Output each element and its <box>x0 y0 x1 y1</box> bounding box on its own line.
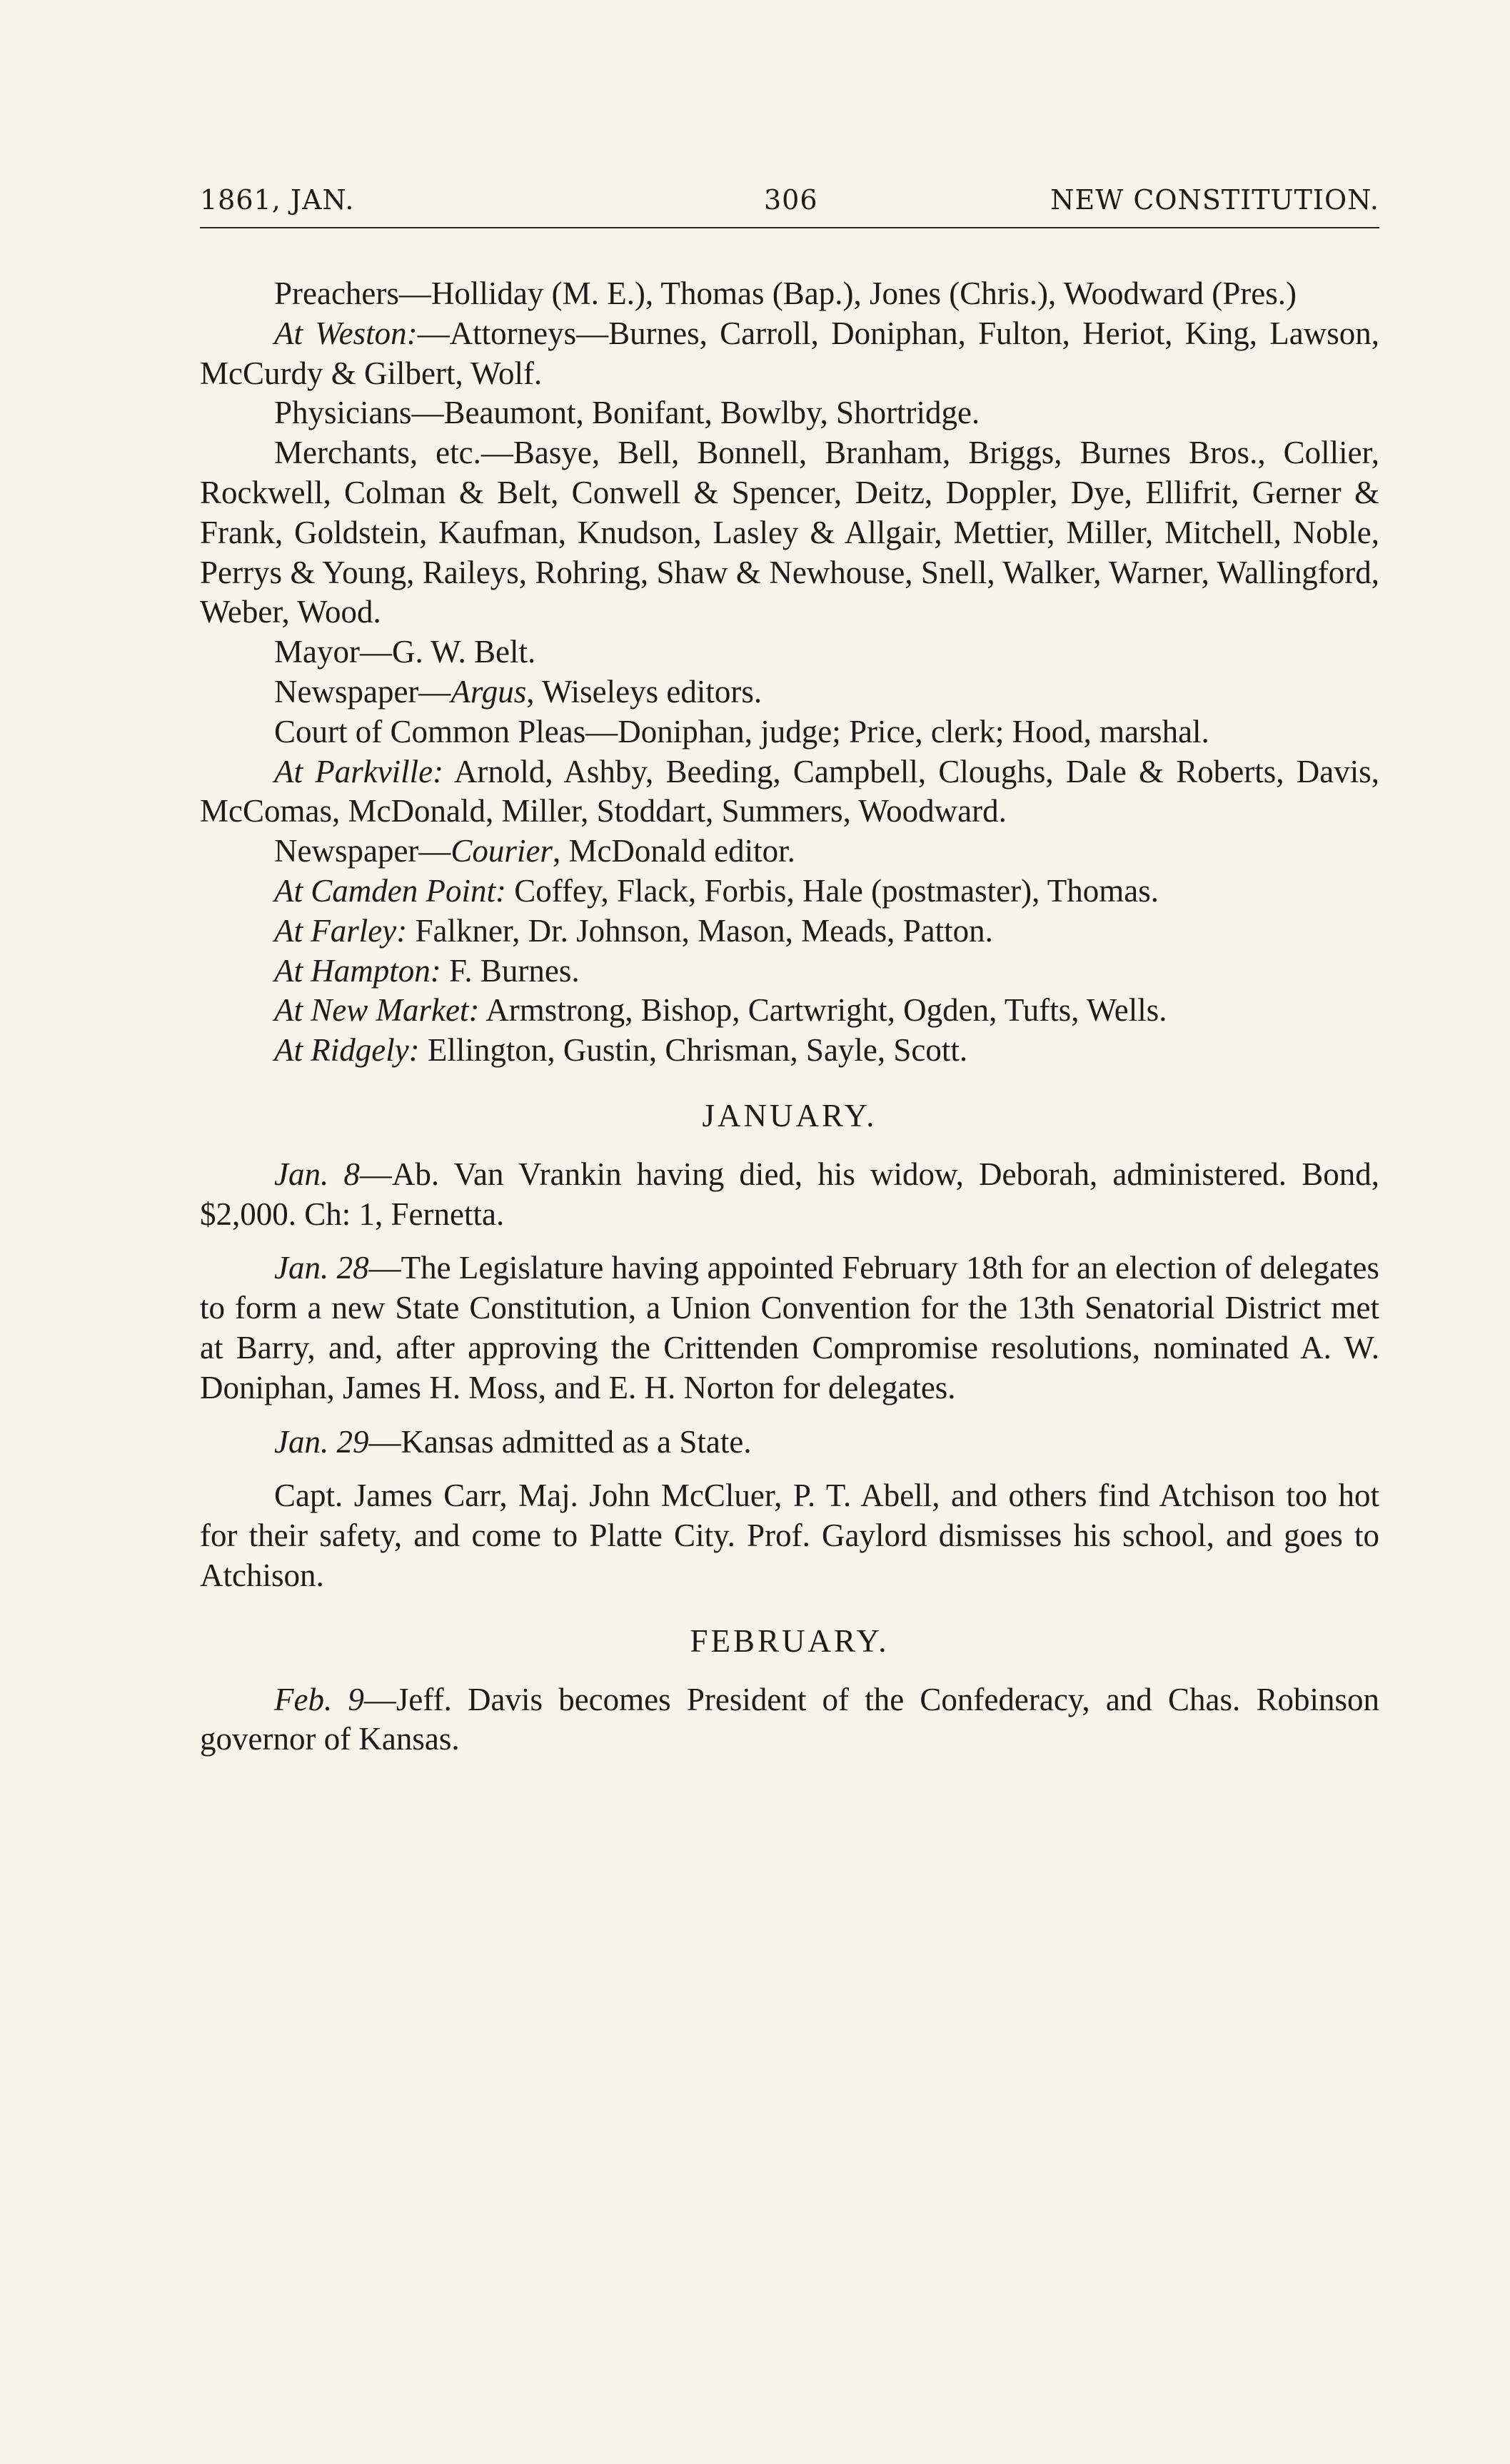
newmarket-text: Armstrong, Bishop, Cartwright, Ogden, Tufts, Wells. <box>479 992 1167 1029</box>
hampton-text: F. Burnes. <box>441 952 580 989</box>
entry-date: Jan. 29 <box>274 1423 369 1460</box>
farley-paragraph <box>200 912 1379 951</box>
newspaper-title: Courier <box>451 833 553 869</box>
camden-text: Coffey, Flack, Forbis, Hale (postmaster), Thomas. <box>505 872 1159 909</box>
newspaper-label: Newspaper— <box>274 833 451 869</box>
newspaper-title: Argus <box>451 673 527 710</box>
entry-date: Feb. 9 <box>274 1681 364 1717</box>
page-body <box>200 274 1379 1759</box>
book-page <box>200 184 1380 1757</box>
court-text: Court of Common Pleas—Doniphan, judge; Price, clerk; Hood, marshal. <box>274 713 1209 749</box>
physicians-text: Physicians—Beaumont, Bonifant, Bowlby, Shortridge. <box>274 395 980 431</box>
newmarket-paragraph <box>200 991 1379 1031</box>
merchants-text: Merchants, etc.—Basye, Bell, Bonnell, Branham, Briggs, Burnes Bros., Collier, Rockwell, Colman & Belt, Conwell & Spencer, Deitz, Doppler, Dye, Ellifrit, Gerner & Frank, Goldstein, Kaufman, Knudson, Lasley & Allgair, Mettier, Miller, Mitchell, Noble, Perrys & Young, Raileys, Rohring, Shaw & Newhouse, Snell, Walker, Warner, Wallingford, Weber, Wood. <box>200 435 1379 630</box>
entry-jan-28 <box>200 1248 1379 1408</box>
entry-date: Jan. 28 <box>274 1250 369 1286</box>
hampton-label: At Hampton: <box>274 952 441 989</box>
header-title: NEW CONSTITUTION. <box>1050 184 1379 216</box>
entry-text: Capt. James Carr, Maj. John McCluer, P. T. Abell, and others find Atchison too hot for their safety, and come to Platte City. Prof. Gaylord dismisses his school, and goes to Atchison. <box>200 1478 1379 1593</box>
parkville-paragraph <box>200 752 1379 832</box>
weston-label: At Weston: <box>274 315 418 351</box>
section-heading-february: FEBRUARY. <box>690 1622 890 1659</box>
newspaper-label: Newspaper— <box>274 673 451 710</box>
farley-label: At Farley: <box>274 912 408 949</box>
entry-jan-8 <box>200 1155 1379 1235</box>
entry-carr <box>200 1476 1379 1595</box>
page-number: 306 <box>764 184 818 216</box>
newspaper-editors: , McDonald editor. <box>552 833 795 869</box>
court-paragraph <box>200 712 1379 752</box>
entry-text: —Jeff. Davis becomes President of the Confederacy, and Chas. Robinson governor of Kansas. <box>200 1681 1379 1757</box>
hampton-paragraph <box>200 951 1379 991</box>
entry-date: Jan. 8 <box>274 1156 360 1192</box>
entry-feb-9 <box>200 1680 1379 1760</box>
header-date: 1861, JAN. <box>200 184 355 216</box>
ridgely-text: Ellington, Gustin, Chrisman, Sayle, Scott. <box>419 1032 968 1069</box>
preachers-text: Preachers—Holliday (M. E.), Thomas (Bap.), Jones (Chris.), Woodward (Pres.) <box>274 276 1297 311</box>
merchants-paragraph <box>200 433 1379 632</box>
newmarket-label: At New Market: <box>274 992 480 1029</box>
newspaper-courier-paragraph <box>200 832 1379 872</box>
parkville-text: Arnold, Ashby, Beeding, Campbell, Cloughs, Dale & Roberts, Davis, McComas, McDonald, Miller, Stoddart, Summers, Woodward. <box>200 753 1379 829</box>
entry-text: —Ab. Van Vrankin having died, his widow, Deborah, administered. Bond, $2,000. Ch: 1, Fernetta. <box>200 1156 1379 1232</box>
entry-text: —Kansas admitted as a State. <box>368 1423 752 1460</box>
spacer <box>200 1234 1379 1248</box>
mayor-paragraph <box>200 632 1379 672</box>
spacer <box>200 1408 1379 1423</box>
physicians-paragraph <box>200 393 1379 433</box>
weston-paragraph <box>200 314 1379 394</box>
preachers-paragraph <box>200 274 1379 314</box>
ridgely-paragraph <box>200 1031 1379 1071</box>
weston-attorneys-text: —Attorneys—Burnes, Carroll, Doniphan, Fulton, Heriot, King, Lawson, McCurdy & Gilbert, Wolf. <box>200 315 1380 391</box>
camden-label: At Camden Point: <box>274 872 506 909</box>
mayor-text: Mayor—G. W. Belt. <box>274 634 536 670</box>
camden-paragraph <box>200 872 1379 912</box>
section-heading-january: JANUARY. <box>702 1097 877 1133</box>
farley-text: Falkner, Dr. Johnson, Mason, Meads, Patton. <box>407 912 993 949</box>
running-header <box>200 184 1379 224</box>
entry-text: —The Legislature having appointed February 18th for an election of delegates to form a new State Constitution, a Union Convention for the 13th Senatorial District met at Barry, and, after approving the Crittenden Compromise resolutions, nominated A. W. Doniphan, James H. Moss, and E. H. Norton for delegates. <box>200 1250 1379 1405</box>
parkville-label: At Parkville: <box>274 753 444 789</box>
newspaper-argus-paragraph <box>200 672 1379 712</box>
newspaper-editors: , Wiseleys editors. <box>526 673 762 710</box>
entry-jan-29 <box>200 1423 1379 1463</box>
ridgely-label: At Ridgely: <box>274 1032 420 1069</box>
spacer <box>200 1462 1379 1476</box>
header-rule <box>200 227 1379 228</box>
